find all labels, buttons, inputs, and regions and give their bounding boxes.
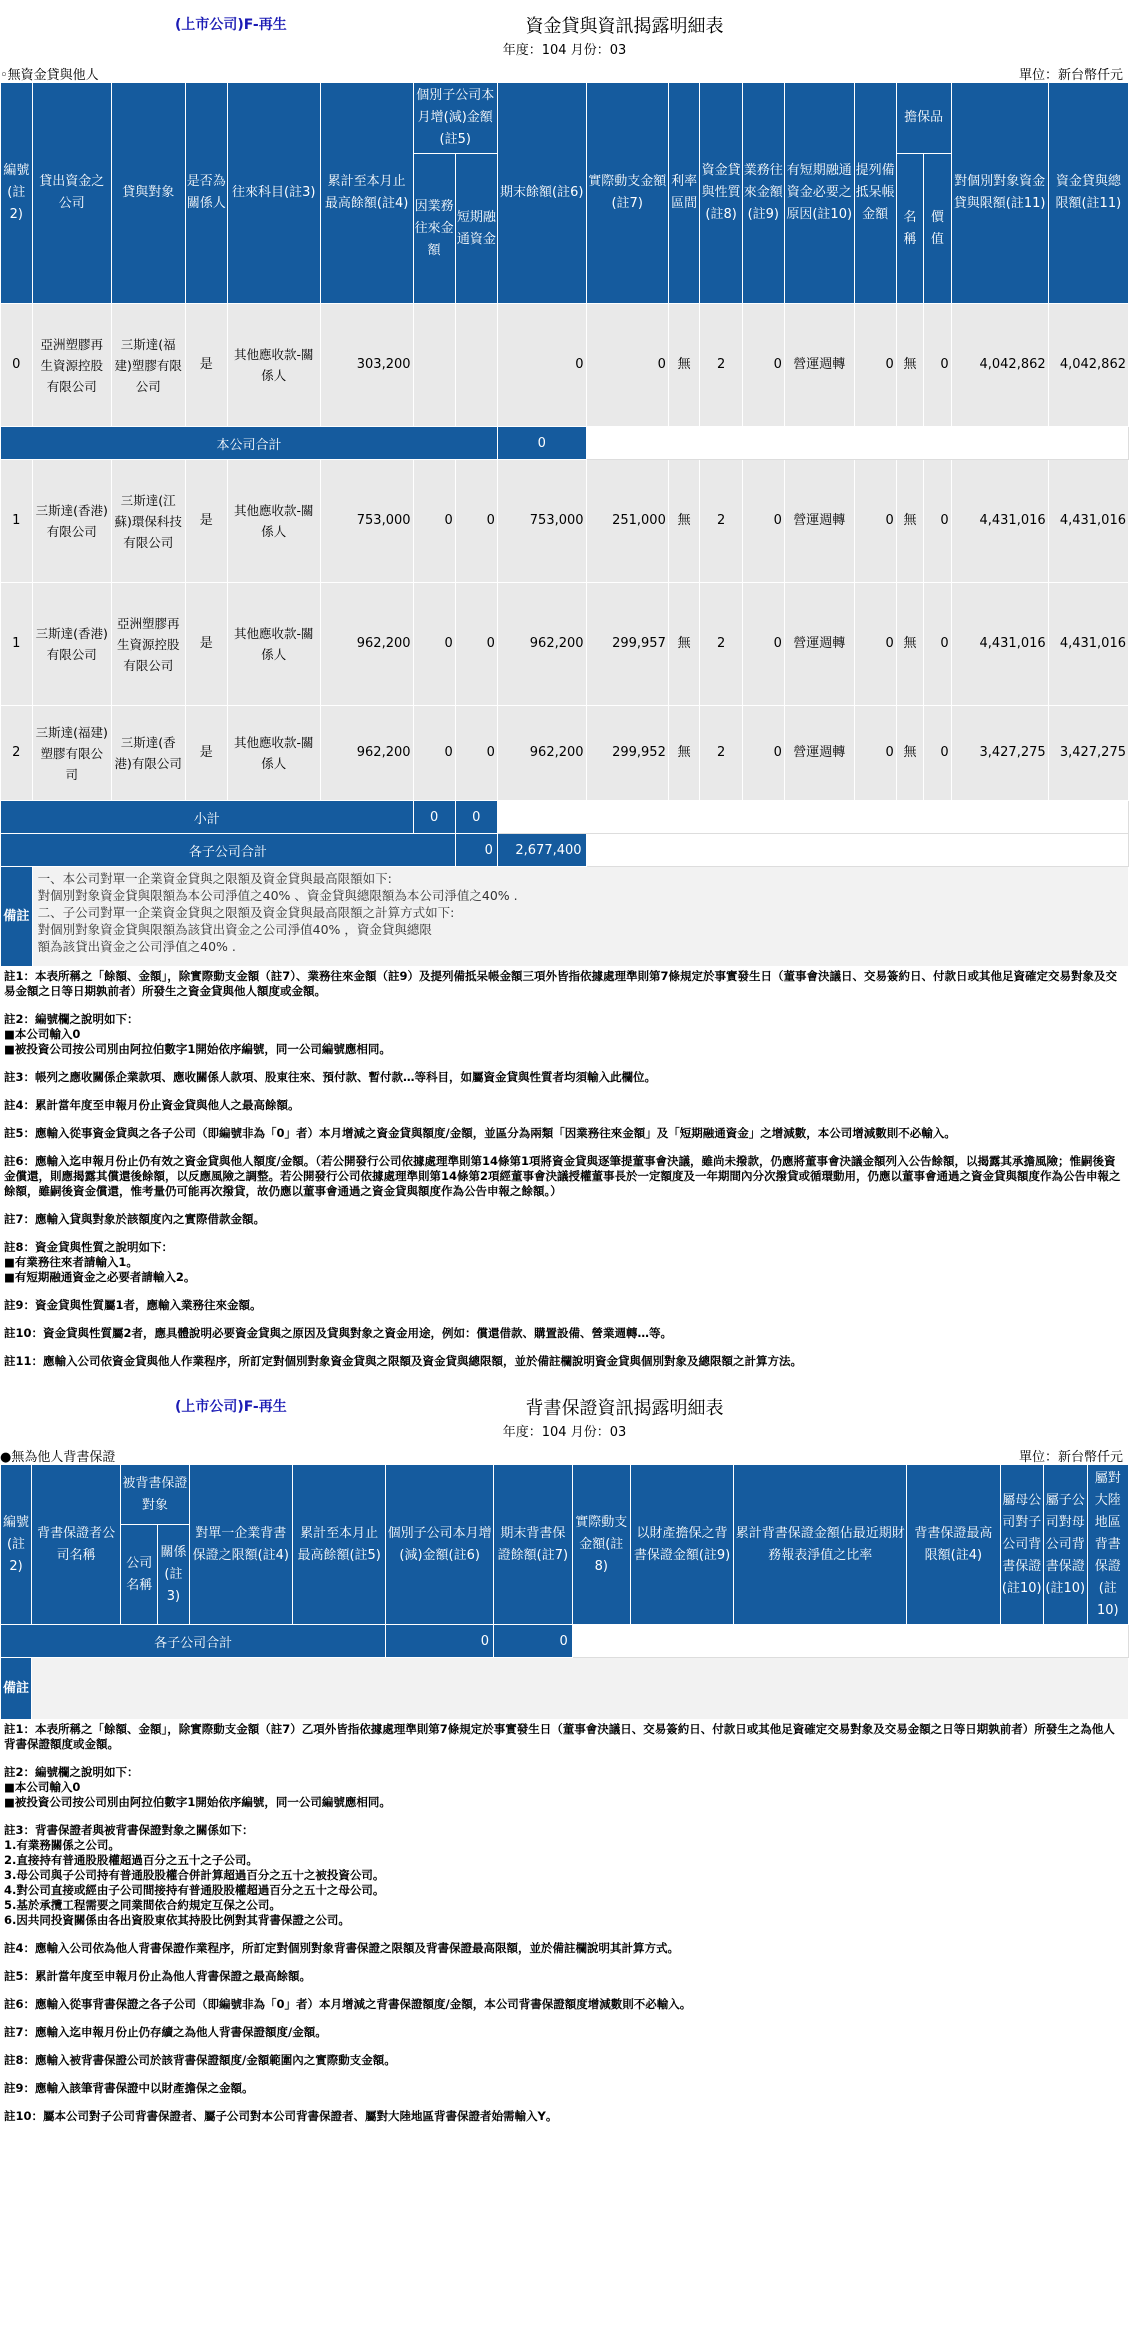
note: 註10：屬本公司對子公司背書保證者、屬子公司對本公司背書保證者、屬對大陸地區背書保證者始需輸入Y。 — [4, 2109, 558, 2123]
col-coll: 擔保品 — [896, 83, 951, 154]
guarantee-title: 背書保證資訊揭露明細表 — [525, 1398, 724, 1419]
note: 註6：應輸入迄申報月份止仍有效之資金貸與他人額度/金額。（若公開發行公司依據處理準則第14條第1項將資金貸與逐筆提董事會決議，雖尚未撥款，仍應將董事會決議金額列入公告餘額，以揭露其承擔風險；惟嗣後資金償還，則應揭露其償還後餘額，以反應風險之調整。若公開發行公司依據處理準則第14條第2項經董事會決議授權董事長於一定額度及一年期間內分次撥貸或循環動用，仍應以董事會通過之資金貸與額度作為公告申報之餘額，雖嗣後資金償還，惟考量仍可能再次撥貸，故仍應以董事會通過之資金貸與額度作為公告申報之餘額。） — [4, 1154, 1121, 1198]
note: 註8：應輸入被背書保證公司於該背書保證額度/金額範圍內之實際動支金額。 — [4, 2053, 396, 2067]
note: 註9：資金貸與性質屬1者，應輸入業務往來金額。 — [4, 1298, 262, 1312]
company-name: (上市公司)F-再生 — [175, 17, 287, 33]
note: 註3：帳列之應收關係企業款項、應收關係人款項、股東往來、預付款、暫付款…等科目，如屬資金貸與性質者均須輸入此欄位。 — [4, 1070, 656, 1084]
note: 註1：本表所稱之「餘額、金額」，除實際動支金額（註7）、業務往來金額（註9）及提列備抵呆帳金額三項外皆指依據處理準則第7條規定於事實發生日（董事會決議日、交易簽約日、付款日或其他足資確定交易對象及交易金額之日等日期孰前者）所發生之資金貸與他人額度或金額。 — [4, 969, 1117, 998]
table-row: 2 三斯達(福建)塑膠有限公司 三斯達(香港)有限公司 是 其他應收款-關係人 962,200 0 0 962,200 299,952 無 2 0 營運週轉 0 無 0 3,427,275 3,427,275 — [1, 706, 1129, 801]
g-col-cn: 屬對大陸地區背書保證(註10) — [1087, 1465, 1129, 1625]
col-allow: 提列備抵呆帳金額 — [854, 83, 896, 304]
g-col-guarantor: 背書保證者公司名稱 — [32, 1465, 121, 1625]
col-chg-b: 短期融通資金 — [455, 154, 497, 304]
col-no: 編號(註2) — [1, 83, 33, 304]
note: 註1：本表所稱之「餘額、金額」，除實際動支金額（註7）乙項外皆指依據處理準則第7條規定於事實發生日（董事會決議日、交易簽約日、付款日或其他足資確定交易對象及交易金額之日等日期孰前者）所發生之為他人背書保證額度或金額。 — [4, 1722, 1115, 1751]
g-col-actual: 實際動支金額(註8) — [572, 1465, 630, 1625]
note: 註10：資金貸與性質屬2者，應具體說明必要資金貸與之原因及貸與對象之資金用途，例如：償還借款、購置設備、營業週轉…等。 — [4, 1326, 672, 1340]
table-row: 1 三斯達(香港)有限公司 亞洲塑膠再生資源控股有限公司 是 其他應收款-關係人 962,200 0 0 962,200 299,957 無 2 0 營運週轉 0 無 0 4,431,016 4,431,016 — [1, 583, 1129, 706]
g-col-max-limit: 背書保證最高限額(註4) — [907, 1465, 1000, 1625]
note: 註4：累計當年度至申報月份止資金貸與他人之最高餘額。 — [4, 1098, 300, 1112]
col-actual: 實際動支金額(註7) — [586, 83, 668, 304]
g-col-s2p: 屬子公司對母公司背書保證(註10) — [1044, 1465, 1088, 1625]
g-col-prop: 以財產擔保之背書保證金額(註9) — [630, 1465, 734, 1625]
col-chg-a: 因業務往來金額 — [413, 154, 455, 304]
guarantee-subsidiary-total-row: 各子公司合計 0 0 — [1, 1625, 1129, 1658]
col-related: 是否為關係人 — [185, 83, 227, 304]
guarantee-header — [0, 1382, 1129, 1422]
note: 註7：應輸入貸與對象於該額度內之實際借款金額。 — [4, 1212, 265, 1226]
note: 註9：應輸入該筆背書保證中以財產擔保之金額。 — [4, 2081, 254, 2095]
col-end: 期末餘額(註6) — [497, 83, 586, 304]
col-limit-ind: 對個別對象資金貸與限額(註11) — [951, 83, 1048, 304]
remarks-text: 一、本公司對單一企業資金貸與之限額及資金貸與最高限額如下: 對個別對象資金貸與限額為本公司淨值之40% 、資金貸與總限額為本公司淨值之40% . 二、子公司對單一企業資金貸與之限額及資金貸與最高限額之計算方式如下: 對個別對象資金貸與限額為該貸出資金之公司淨值40% ，資金貸與總限 額為該貸出資金之公司淨值之40% . — [37, 871, 518, 954]
col-nature: 資金貸與性質(註8) — [700, 83, 742, 304]
col-coll-name: 名稱 — [896, 154, 923, 304]
col-max: 累計至本月止最高餘額(註4) — [320, 83, 413, 304]
note: 註7：應輸入迄申報月份止仍存續之為他人背書保證額度/金額。 — [4, 2025, 327, 2039]
g-col-end: 期末背書保證餘額(註7) — [494, 1465, 573, 1625]
note: 註2：編號欄之說明如下： ■本公司輸入0 ■被投資公司按公司別由阿拉伯數字1開始依序編號，同一公司編號應相同。 — [4, 1765, 391, 1809]
subtotal-row: 小計 0 0 — [1, 801, 1129, 834]
g-col-ratio: 累計背書保證金額佔最近期財務報表淨值之比率 — [734, 1465, 907, 1625]
guarantee-period: 年度：104 月份：03 — [502, 1425, 627, 1440]
remarks-row — [1, 867, 1129, 967]
note: 註6：應輸入從事背書保證之各子公司（即編號非為「0」者）本月增減之背書保證額度/金額，本公司背書保證額度增減數則不必輸入。 — [4, 1997, 692, 2011]
note: 註11：應輸入公司依資金貸與他人作業程序，所訂定對個別對象資金貸與之限額及資金貸與總限額，並於備註欄說明資金貸與個別對象及總限額之計算方法。 — [4, 1354, 802, 1368]
loan-subtitle: ◦無資金貸與他人 — [0, 68, 99, 83]
loan-title: 資金貸與資訊揭露明細表 — [525, 16, 724, 37]
guarantee-table — [0, 1464, 1129, 1720]
loan-header — [0, 0, 1129, 40]
note: 註2：編號欄之說明如下： ■本公司輸入0 ■被投資公司按公司別由阿拉伯數字1開始依序編號，同一公司編號應相同。 — [4, 1012, 391, 1056]
remarks-label: 備註 — [1, 1658, 32, 1720]
col-limit-tot: 資金貸與總限額(註11) — [1048, 83, 1128, 304]
note: 註5：應輸入從事資金貸與之各子公司（即編號非為「0」者）本月增減之資金貸與額度/金額，並區分為兩類「因業務往來金額」及「短期融通資金」之增減數，本公司增減數則不必輸入。 — [4, 1126, 956, 1140]
company-name: (上市公司)F-再生 — [175, 1399, 287, 1415]
g-col-obj-name: 公司名稱 — [121, 1525, 158, 1625]
g-col-single-limit: 對單一企業背書保證之限額(註4) — [189, 1465, 293, 1625]
note: 註4：應輸入公司依為他人背書保證作業程序，所訂定對個別對象背書保證之限額及背書保證最高限額，並於備註欄說明其計算方式。 — [4, 1941, 679, 1955]
guarantee-unit: 單位：新台幣仟元 — [1018, 1450, 1123, 1465]
guarantee-remarks-row — [1, 1658, 1129, 1720]
col-biz: 業務往來金額(註9) — [742, 83, 784, 304]
g-col-chg: 個別子公司本月增(減)金額(註6) — [386, 1465, 494, 1625]
g-col-no: 編號(註2) — [1, 1465, 32, 1625]
loan-unit: 單位：新台幣仟元 — [1018, 68, 1123, 83]
note: 註3：背書保證者與被背書保證對象之關係如下： 1.有業務關係之公司。 2.直接持有普通股股權超過百分之五十之子公司。 3.母公司與子公司持有普通股股權合併計算超過百分之五十之被投資公司。 4.對公司直接或經由子公司間接持有普通股股權超過百分之五十之母公司。 5.基於承攬工程需要之同業間依合約規定互保之公司。 6.因共同投資關係由各出資股東依其持股比例對其背書保證之公司。 — [4, 1823, 385, 1927]
guarantee-notes — [0, 1720, 1129, 2124]
loan-table — [0, 82, 1129, 967]
remarks-label: 備註 — [1, 867, 33, 967]
col-borrower: 貸與對象 — [111, 83, 185, 304]
col-lender: 貸出資金之公司 — [32, 83, 111, 304]
col-rate: 利率區間 — [668, 83, 700, 304]
guarantee-subtitle: ●無為他人背書保證 — [0, 1450, 116, 1465]
g-col-obj: 被背書保證對象 — [121, 1465, 189, 1525]
guarantee-section — [0, 1382, 1129, 2124]
company-total-row: 本公司合計 0 — [1, 427, 1129, 460]
g-col-max: 累計至本月止最高餘額(註5) — [293, 1465, 386, 1625]
loan-period: 年度：104 月份：03 — [502, 43, 627, 58]
col-coll-val: 價值 — [924, 154, 951, 304]
g-col-p2s: 屬母公司對子公司背書保證(註10) — [1000, 1465, 1044, 1625]
table-row: 1 三斯達(香港)有限公司 三斯達(江蘇)環保科技有限公司 是 其他應收款-關係人 753,000 0 0 753,000 251,000 無 2 0 營運週轉 0 無 0 4,431,016 4,431,016 — [1, 460, 1129, 583]
g-col-obj-rel: 關係(註3) — [158, 1525, 189, 1625]
col-reason: 有短期融通資金必要之原因(註10) — [784, 83, 854, 304]
note: 註5：累計當年度至申報月份止為他人背書保證之最高餘額。 — [4, 1969, 311, 1983]
note: 註8：資金貸與性質之說明如下： ■有業務往來者請輸入1。 ■有短期融通資金之必要者請輸入2。 — [4, 1240, 196, 1284]
table-row: 0 亞洲塑膠再生資源控股有限公司 三斯達(福建)塑膠有限公司 是 其他應收款-關係人 303,200 0 0 無 2 0 營運週轉 0 無 0 4,042,862 4,042,862 — [1, 304, 1129, 427]
col-chg: 個別子公司本月增(減)金額(註5) — [413, 83, 497, 154]
loan-notes — [0, 967, 1129, 1369]
subsidiary-total-row: 各子公司合計 0 2,677,400 — [1, 834, 1129, 867]
col-account: 往來科目(註3) — [227, 83, 320, 304]
